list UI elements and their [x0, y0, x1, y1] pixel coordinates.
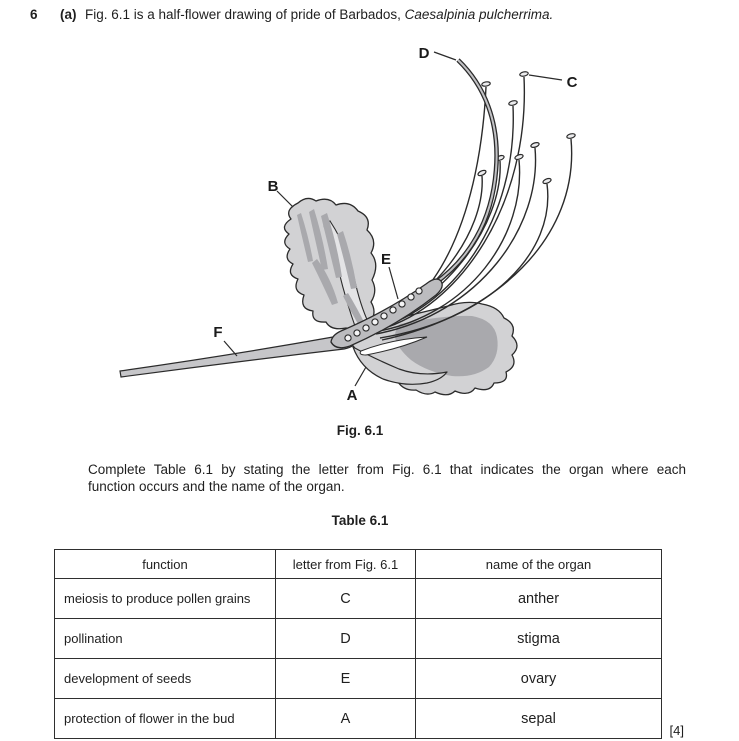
organ-cell: anther [416, 579, 662, 619]
letter-cell: E [276, 659, 416, 699]
instruction-line-1: Complete Table 6.1 by stating the letter from Fig. 6.1 that indicates the organ where each [88, 462, 686, 477]
organ-cell: ovary [416, 659, 662, 699]
function-cell: development of seeds [55, 659, 276, 699]
answers-table [54, 549, 662, 739]
figure-label-d: D [418, 45, 430, 62]
leader-line-b [277, 191, 293, 207]
leader-line-e [389, 267, 398, 299]
petal-group [284, 198, 375, 330]
instruction-text [88, 461, 686, 495]
organ-cell: sepal [416, 699, 662, 739]
table-caption: Table 6.1 [331, 513, 389, 528]
figure-label-e: E [380, 251, 392, 268]
marks-badge: [4] [669, 723, 684, 738]
organ-cell: stigma [416, 619, 662, 659]
intro-plain-text: Fig. 6.1 is a half-flower drawing of pride of Barbados, [85, 7, 405, 22]
question-part-label: (a) [60, 7, 77, 22]
letter-cell: A [276, 699, 416, 739]
figure-caption: Fig. 6.1 [336, 423, 384, 438]
table-row [55, 659, 662, 699]
figure-label-a: A [346, 387, 358, 404]
function-cell: meiosis to produce pollen grains [55, 579, 276, 619]
figure-label-b: B [267, 178, 279, 195]
header-function: function [55, 550, 276, 579]
header-organ: name of the organ [416, 550, 662, 579]
style-stigma [434, 60, 497, 284]
function-cell: pollination [55, 619, 276, 659]
figure-label-c: C [566, 74, 578, 91]
table-row [55, 619, 662, 659]
stamen-filaments [366, 77, 572, 340]
species-name: Caesalpinia pulcherrima. [404, 7, 554, 22]
pedicel-shape [120, 336, 356, 377]
letter-cell: C [276, 579, 416, 619]
table-row [55, 579, 662, 619]
leader-line-c [529, 75, 562, 80]
function-cell: protection of flower in the bud [55, 699, 276, 739]
style-line [434, 60, 497, 284]
question-number: 6 [30, 7, 38, 22]
letter-cell: D [276, 619, 416, 659]
header-letter: letter from Fig. 6.1 [276, 550, 416, 579]
leader-line-d [434, 52, 456, 60]
table-header-row [55, 550, 662, 579]
instruction-line-2: function occurs and the name of the organ. [88, 479, 345, 494]
figure-label-f: F [213, 324, 223, 341]
leader-line-a [355, 367, 366, 386]
